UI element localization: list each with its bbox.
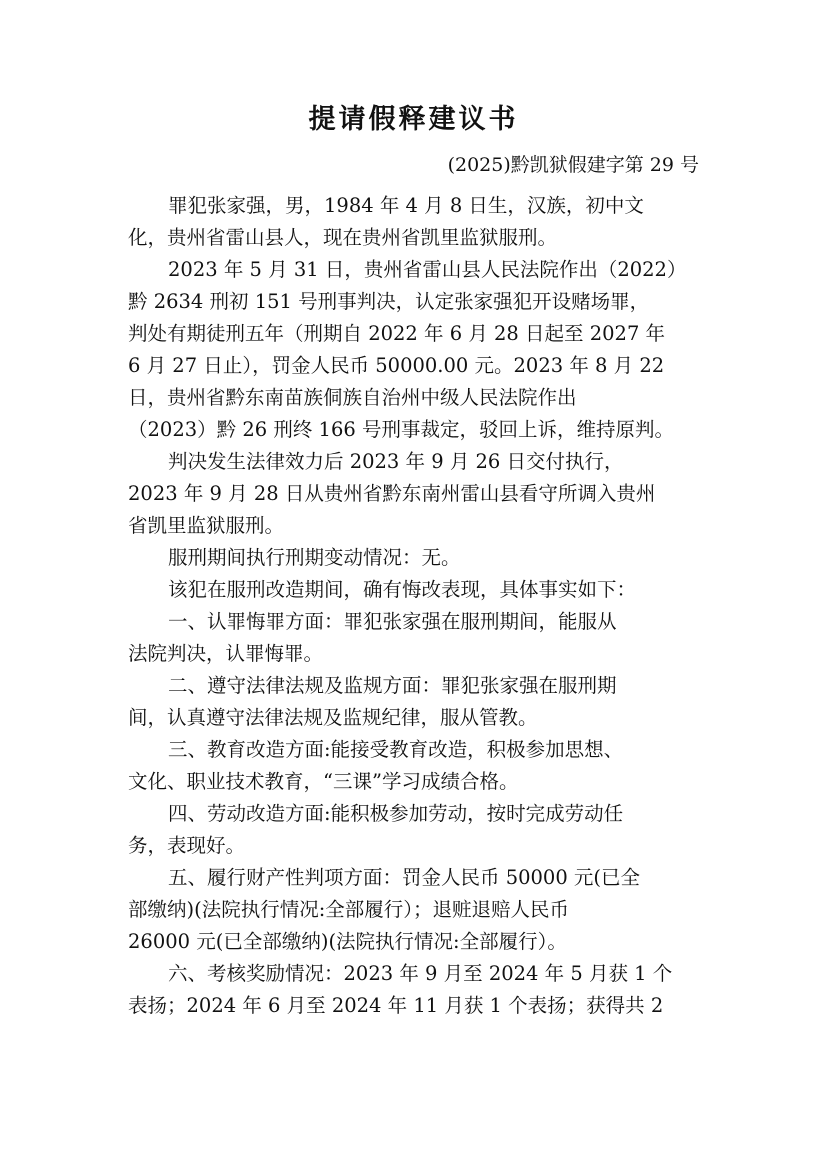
body-line: 2023 年 5 月 31 日，贵州省雷山县人民法院作出（2022） [168,258,687,281]
body-line: 日，贵州省黔东南苗族侗族自治州中级人民法院作出 [128,386,577,409]
body-line: 四、劳动改造方面:能积极参加劳动，按时完成劳动任 [168,802,624,825]
body-line: （2023）黔 26 刑终 166 号刑事裁定，驳回上诉，维持原判。 [128,418,674,441]
body-line: 六、考核奖励情况：2023 年 9 月至 2024 年 5 月获 1 个 [168,962,673,985]
body-line: 三、教育改造方面:能接受教育改造，积极参加思想、 [168,738,624,761]
body-line: 省凯里监狱服刑。 [128,514,285,537]
body-line: 表扬；2024 年 6 月至 2024 年 11 月获 1 个表扬；获得共 2 [128,994,664,1017]
body-line: 罪犯张家强，男，1984 年 4 月 8 日生，汉族，初中文 [168,194,644,217]
body-line: 间，认真遵守法律法规及监规纪律，服从管教。 [128,706,538,729]
body-line: 文化、职业技术教育，“三课”学习成绩合格。 [128,770,519,793]
body-line: 服刑期间执行刑期变动情况：无。 [168,546,461,569]
body-line: 一、认罪悔罪方面：罪犯张家强在服刑期间，能服从 [168,610,617,633]
body-line: 化，贵州省雷山县人，现在贵州省凯里监狱服刑。 [128,226,558,249]
body-line: 务，表现好。 [128,834,246,857]
document-title: 提请假释建议书 [308,104,519,135]
body-line: 判处有期徒刑五年（刑期自 2022 年 6 月 28 日起至 2027 年 [128,322,666,345]
body-line: 该犯在服刑改造期间，确有悔改表现，具体事实如下： [168,578,637,601]
body-line: 部缴纳)(法院执行情况:全部履行）；退赃退赔人民币 [128,898,570,921]
body-line: 黔 2634 刑初 151 号刑事判决，认定张家强犯开设赌场罪， [128,290,650,313]
body-line: 法院判决，认罪悔罪。 [128,642,324,665]
body-line: 26000 元(已全部缴纳)(法院执行情况:全部履行）。 [128,930,567,953]
document-number: (2025)黔凯狱假建字第 29 号 [447,154,699,176]
document-body [128,190,700,1022]
body-line: 2023 年 9 月 28 日从贵州省黔东南州雷山县看守所调入贵州 [128,482,656,505]
body-line: 五、履行财产性判项方面：罚金人民币 50000 元(已全 [168,866,641,889]
body-line: 6 月 27 日止），罚金人民币 50000.00 元。2023 年 8 月 22 [128,354,665,377]
body-line: 二、遵守法律法规及监规方面：罪犯张家强在服刑期 [168,674,617,697]
body-line: 判决发生法律效力后 2023 年 9 月 26 日交付执行， [168,450,624,473]
